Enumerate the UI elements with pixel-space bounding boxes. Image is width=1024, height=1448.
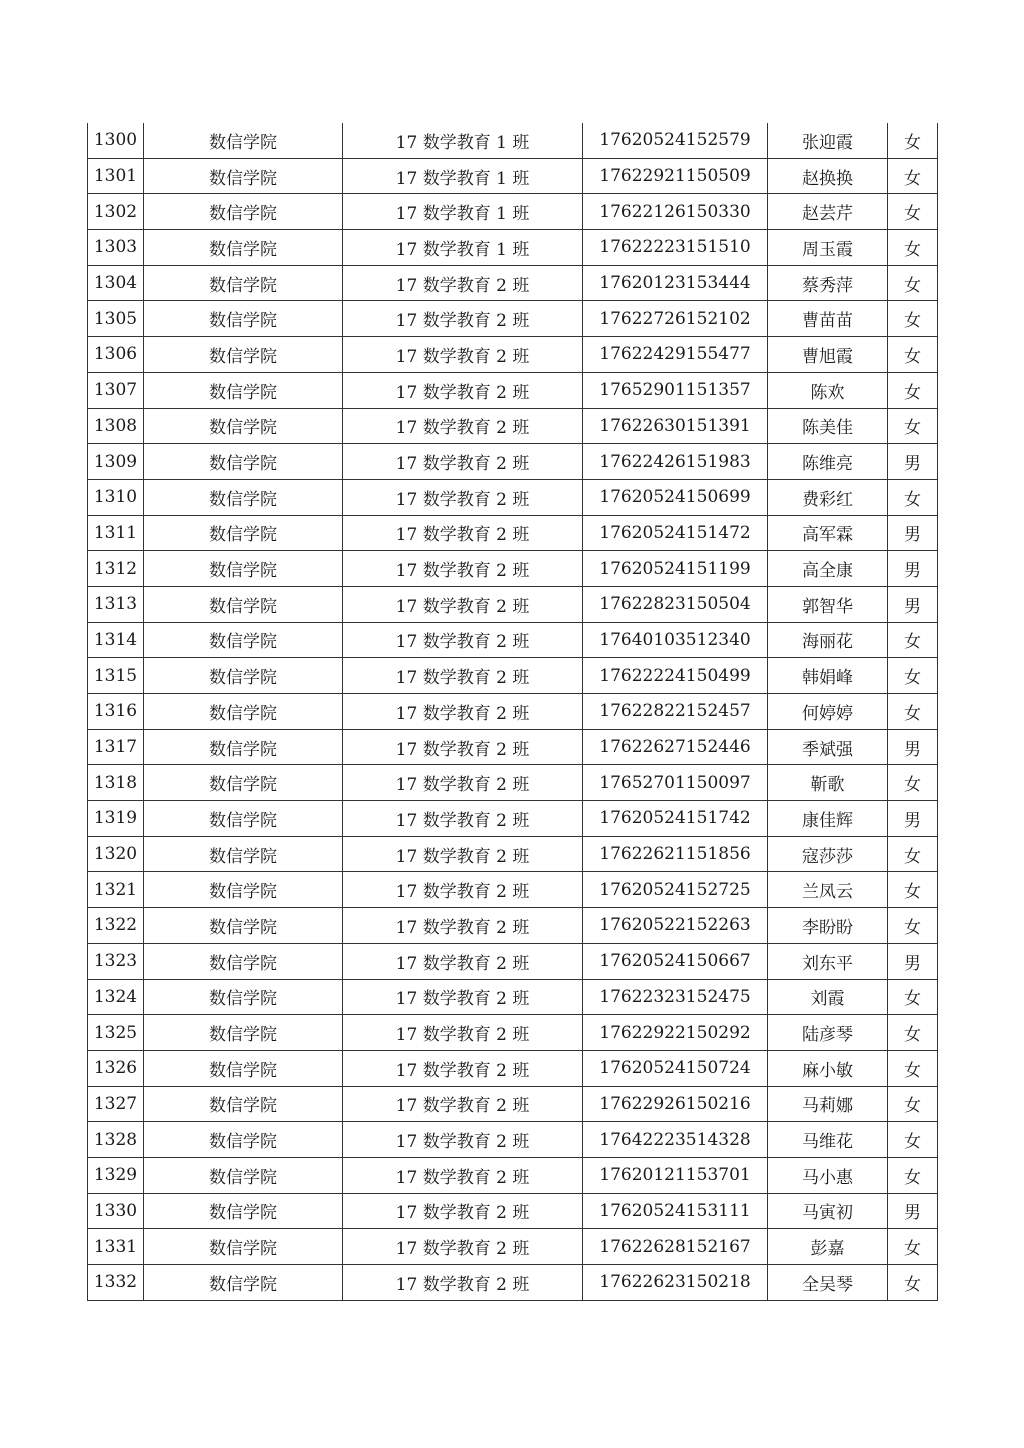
student-id-cell: 17622726152102 [583,301,768,337]
name-cell: 刘霞 [768,979,888,1015]
class-cell: 17 数学教育 2 班 [343,1157,583,1193]
student-id-cell: 17622224150499 [583,658,768,694]
gender-cell: 女 [888,1122,938,1158]
row-number-cell: 1328 [88,1122,144,1158]
class-cell: 17 数学教育 1 班 [343,123,583,158]
table-row [88,729,938,765]
gender-cell: 女 [888,265,938,301]
table-row [88,1193,938,1229]
table-row [88,123,938,158]
college-cell: 数信学院 [144,943,343,979]
class-cell: 17 数学教育 2 班 [343,1122,583,1158]
row-number-cell: 1307 [88,372,144,408]
name-cell: 曹苗苗 [768,301,888,337]
student-id-cell: 17642223514328 [583,1122,768,1158]
gender-cell: 女 [888,123,938,158]
table-row [88,586,938,622]
student-id-cell: 17622429155477 [583,337,768,373]
class-cell: 17 数学教育 2 班 [343,551,583,587]
name-cell: 费彩红 [768,479,888,515]
college-cell: 数信学院 [144,515,343,551]
name-cell: 马莉娜 [768,1086,888,1122]
gender-cell: 男 [888,444,938,480]
table-row [88,943,938,979]
row-number-cell: 1331 [88,1229,144,1265]
class-cell: 17 数学教育 2 班 [343,765,583,801]
class-cell: 17 数学教育 2 班 [343,586,583,622]
student-id-cell: 17622223151510 [583,230,768,266]
student-id-cell: 17622621151856 [583,836,768,872]
gender-cell: 男 [888,551,938,587]
college-cell: 数信学院 [144,1193,343,1229]
name-cell: 海丽花 [768,622,888,658]
name-cell: 麻小敏 [768,1050,888,1086]
class-cell: 17 数学教育 2 班 [343,658,583,694]
table-row [88,408,938,444]
class-cell: 17 数学教育 1 班 [343,194,583,230]
class-cell: 17 数学教育 2 班 [343,479,583,515]
row-number-cell: 1301 [88,158,144,194]
table-row [88,515,938,551]
name-cell: 彭嘉 [768,1229,888,1265]
class-cell: 17 数学教育 2 班 [343,444,583,480]
student-id-cell: 17620524151472 [583,515,768,551]
table-row [88,1050,938,1086]
name-cell: 李盼盼 [768,908,888,944]
college-cell: 数信学院 [144,694,343,730]
student-id-cell: 17620524150724 [583,1050,768,1086]
gender-cell: 男 [888,943,938,979]
table-row [88,265,938,301]
row-number-cell: 1315 [88,658,144,694]
college-cell: 数信学院 [144,908,343,944]
college-cell: 数信学院 [144,408,343,444]
college-cell: 数信学院 [144,158,343,194]
name-cell: 马小惠 [768,1157,888,1193]
row-number-cell: 1317 [88,729,144,765]
class-cell: 17 数学教育 1 班 [343,158,583,194]
student-id-cell: 17620524151199 [583,551,768,587]
name-cell: 高军霖 [768,515,888,551]
name-cell: 赵换换 [768,158,888,194]
row-number-cell: 1322 [88,908,144,944]
student-id-cell: 17620524152579 [583,123,768,158]
college-cell: 数信学院 [144,1157,343,1193]
row-number-cell: 1327 [88,1086,144,1122]
table-row [88,158,938,194]
college-cell: 数信学院 [144,551,343,587]
class-cell: 17 数学教育 2 班 [343,943,583,979]
student-id-cell: 17620522152263 [583,908,768,944]
gender-cell: 女 [888,908,938,944]
gender-cell: 女 [888,765,938,801]
student-id-cell: 17652701150097 [583,765,768,801]
class-cell: 17 数学教育 2 班 [343,1015,583,1051]
row-number-cell: 1300 [88,123,144,158]
gender-cell: 女 [888,872,938,908]
row-number-cell: 1303 [88,230,144,266]
table-row [88,1015,938,1051]
class-cell: 17 数学教育 2 班 [343,1265,583,1301]
class-cell: 17 数学教育 2 班 [343,408,583,444]
college-cell: 数信学院 [144,1050,343,1086]
college-cell: 数信学院 [144,479,343,515]
table-row [88,872,938,908]
student-id-cell: 17622628152167 [583,1229,768,1265]
row-number-cell: 1312 [88,551,144,587]
gender-cell: 男 [888,729,938,765]
gender-cell: 女 [888,1086,938,1122]
gender-cell: 男 [888,515,938,551]
row-number-cell: 1321 [88,872,144,908]
row-number-cell: 1310 [88,479,144,515]
name-cell: 郭智华 [768,586,888,622]
student-roster-table [87,123,938,1301]
table-row [88,479,938,515]
row-number-cell: 1306 [88,337,144,373]
college-cell: 数信学院 [144,123,343,158]
student-id-cell: 17622623150218 [583,1265,768,1301]
class-cell: 17 数学教育 2 班 [343,515,583,551]
name-cell: 刘东平 [768,943,888,979]
gender-cell: 女 [888,372,938,408]
student-id-cell: 17622630151391 [583,408,768,444]
student-id-cell: 17652901151357 [583,372,768,408]
table-row [88,979,938,1015]
name-cell: 周玉霞 [768,230,888,266]
gender-cell: 女 [888,979,938,1015]
student-id-cell: 17622323152475 [583,979,768,1015]
gender-cell: 女 [888,1265,938,1301]
gender-cell: 女 [888,408,938,444]
gender-cell: 男 [888,586,938,622]
gender-cell: 女 [888,1157,938,1193]
name-cell: 蔡秀萍 [768,265,888,301]
class-cell: 17 数学教育 2 班 [343,265,583,301]
student-id-cell: 17620524151742 [583,801,768,837]
table-row [88,194,938,230]
row-number-cell: 1332 [88,1265,144,1301]
class-cell: 17 数学教育 2 班 [343,1193,583,1229]
college-cell: 数信学院 [144,979,343,1015]
college-cell: 数信学院 [144,337,343,373]
class-cell: 17 数学教育 2 班 [343,1086,583,1122]
class-cell: 17 数学教育 2 班 [343,836,583,872]
name-cell: 陈美佳 [768,408,888,444]
name-cell: 陆彦琴 [768,1015,888,1051]
name-cell: 马寅初 [768,1193,888,1229]
table-row [88,694,938,730]
name-cell: 韩娟峰 [768,658,888,694]
college-cell: 数信学院 [144,801,343,837]
student-id-cell: 17622822152457 [583,694,768,730]
gender-cell: 女 [888,158,938,194]
college-cell: 数信学院 [144,372,343,408]
row-number-cell: 1305 [88,301,144,337]
college-cell: 数信学院 [144,230,343,266]
row-number-cell: 1313 [88,586,144,622]
row-number-cell: 1318 [88,765,144,801]
table-row [88,301,938,337]
name-cell: 曹旭霞 [768,337,888,373]
gender-cell: 女 [888,230,938,266]
class-cell: 17 数学教育 2 班 [343,729,583,765]
class-cell: 17 数学教育 1 班 [343,230,583,266]
table-row [88,801,938,837]
gender-cell: 女 [888,479,938,515]
college-cell: 数信学院 [144,444,343,480]
gender-cell: 男 [888,1193,938,1229]
college-cell: 数信学院 [144,1086,343,1122]
gender-cell: 女 [888,1015,938,1051]
student-id-cell: 17620121153701 [583,1157,768,1193]
row-number-cell: 1316 [88,694,144,730]
table-row [88,372,938,408]
gender-cell: 女 [888,194,938,230]
student-id-cell: 17620524153111 [583,1193,768,1229]
student-id-cell: 17620524150699 [583,479,768,515]
name-cell: 寇莎莎 [768,836,888,872]
row-number-cell: 1314 [88,622,144,658]
table-row [88,230,938,266]
class-cell: 17 数学教育 2 班 [343,872,583,908]
name-cell: 兰凤云 [768,872,888,908]
student-id-cell: 17640103512340 [583,622,768,658]
table-row [88,622,938,658]
class-cell: 17 数学教育 2 班 [343,622,583,658]
college-cell: 数信学院 [144,658,343,694]
table-row [88,337,938,373]
name-cell: 张迎霞 [768,123,888,158]
name-cell: 马维花 [768,1122,888,1158]
class-cell: 17 数学教育 2 班 [343,1229,583,1265]
college-cell: 数信学院 [144,194,343,230]
row-number-cell: 1320 [88,836,144,872]
row-number-cell: 1302 [88,194,144,230]
class-cell: 17 数学教育 2 班 [343,979,583,1015]
name-cell: 季斌强 [768,729,888,765]
name-cell: 陈欢 [768,372,888,408]
table-row [88,1122,938,1158]
class-cell: 17 数学教育 2 班 [343,372,583,408]
table-row [88,1086,938,1122]
student-id-cell: 17622426151983 [583,444,768,480]
college-cell: 数信学院 [144,1229,343,1265]
student-id-cell: 17622627152446 [583,729,768,765]
class-cell: 17 数学教育 2 班 [343,1050,583,1086]
class-cell: 17 数学教育 2 班 [343,801,583,837]
row-number-cell: 1330 [88,1193,144,1229]
college-cell: 数信学院 [144,301,343,337]
college-cell: 数信学院 [144,872,343,908]
row-number-cell: 1309 [88,444,144,480]
table-row [88,836,938,872]
name-cell: 康佳辉 [768,801,888,837]
name-cell: 赵芸芹 [768,194,888,230]
gender-cell: 女 [888,1050,938,1086]
gender-cell: 女 [888,694,938,730]
table-row [88,658,938,694]
name-cell: 何婷婷 [768,694,888,730]
row-number-cell: 1319 [88,801,144,837]
college-cell: 数信学院 [144,1265,343,1301]
gender-cell: 女 [888,836,938,872]
row-number-cell: 1324 [88,979,144,1015]
row-number-cell: 1326 [88,1050,144,1086]
class-cell: 17 数学教育 2 班 [343,337,583,373]
student-id-cell: 17622922150292 [583,1015,768,1051]
college-cell: 数信学院 [144,1015,343,1051]
name-cell: 高全康 [768,551,888,587]
student-id-cell: 17620123153444 [583,265,768,301]
gender-cell: 女 [888,337,938,373]
name-cell: 靳歌 [768,765,888,801]
class-cell: 17 数学教育 2 班 [343,908,583,944]
gender-cell: 女 [888,622,938,658]
name-cell: 全吴琴 [768,1265,888,1301]
college-cell: 数信学院 [144,729,343,765]
row-number-cell: 1323 [88,943,144,979]
student-id-cell: 17620524150667 [583,943,768,979]
student-id-cell: 17622926150216 [583,1086,768,1122]
table-row [88,1265,938,1301]
name-cell: 陈维亮 [768,444,888,480]
gender-cell: 女 [888,301,938,337]
table-row [88,765,938,801]
student-id-cell: 17622126150330 [583,194,768,230]
student-id-cell: 17622823150504 [583,586,768,622]
gender-cell: 女 [888,658,938,694]
gender-cell: 女 [888,1229,938,1265]
row-number-cell: 1308 [88,408,144,444]
class-cell: 17 数学教育 2 班 [343,301,583,337]
college-cell: 数信学院 [144,586,343,622]
table-row [88,1229,938,1265]
student-id-cell: 17622921150509 [583,158,768,194]
roster-body [88,123,938,1300]
student-id-cell: 17620524152725 [583,872,768,908]
table-row [88,908,938,944]
college-cell: 数信学院 [144,1122,343,1158]
college-cell: 数信学院 [144,765,343,801]
class-cell: 17 数学教育 2 班 [343,694,583,730]
row-number-cell: 1304 [88,265,144,301]
college-cell: 数信学院 [144,836,343,872]
row-number-cell: 1311 [88,515,144,551]
college-cell: 数信学院 [144,265,343,301]
row-number-cell: 1325 [88,1015,144,1051]
table-row [88,1157,938,1193]
row-number-cell: 1329 [88,1157,144,1193]
college-cell: 数信学院 [144,622,343,658]
table-row [88,551,938,587]
table-row [88,444,938,480]
gender-cell: 男 [888,801,938,837]
